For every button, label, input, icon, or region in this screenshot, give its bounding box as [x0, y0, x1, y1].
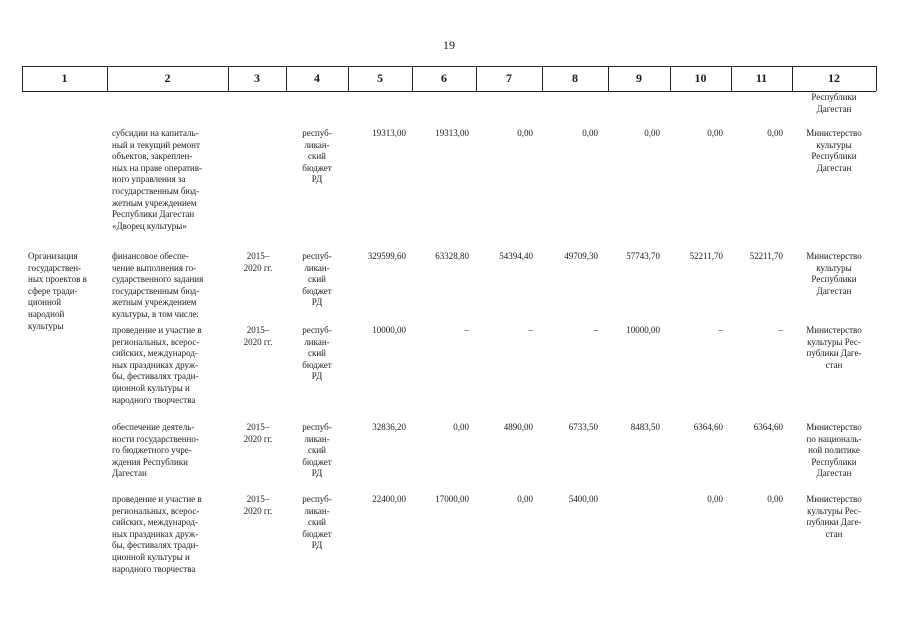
header-column-divider: [876, 66, 877, 91]
table-cell-col5: 10000,00: [372, 325, 406, 335]
page-number: 19: [443, 38, 455, 52]
table-cell-col11: –: [778, 325, 783, 335]
header-cell: 9: [636, 71, 642, 85]
table-cell-col3: 2015– 2020 гг.: [243, 422, 273, 444]
header-bottom-rule: [22, 91, 876, 92]
table-cell-col6: 0,00: [453, 422, 469, 432]
table-cell-col11: 0,00: [767, 494, 783, 504]
table-cell-col12: Министерство культуры Рес- публики Даге- стан: [806, 494, 862, 539]
table-cell-col4: респуб- ликан- ский бюджет РД: [302, 422, 332, 479]
table-cell-col12: Министерство культуры Рес- публики Даге- стан: [806, 325, 862, 370]
table-cell-col5: 22400,00: [372, 494, 406, 504]
table-cell-col4: респуб- ликан- ский бюджет РД: [302, 251, 332, 308]
header-cell: 11: [755, 71, 768, 85]
table-cell-col9: 10000,00: [626, 325, 660, 335]
header-cell: 6: [441, 71, 447, 85]
carry-over-col12: Республики Дагестан: [811, 92, 857, 114]
table-cell-col8: 49709,30: [564, 251, 598, 261]
table-cell-col8: 0,00: [582, 128, 598, 138]
header-cell: 1: [61, 71, 68, 85]
table-cell-col12: Министерство культуры Республики Дагестан: [806, 128, 862, 173]
table-cell-col7: –: [528, 325, 533, 335]
table-cell-col2: проведение и участие в региональных, всерос- сийских, международ- ных праздниках друж- бы, фестивалях тради- ционной культуры и народного творчества: [112, 325, 202, 405]
header-cell: 2: [164, 71, 171, 85]
table-cell-col4: респуб- ликан- ский бюджет РД: [302, 325, 332, 382]
table-cell-col2: проведение и участие в региональных, всерос- сийских, международ- ных праздниках друж- бы, фестивалях тради- ционной культуры и народного творчества: [112, 494, 202, 574]
table-cell-col3: 2015– 2020 гг.: [243, 251, 273, 273]
table-cell-col10: 0,00: [707, 128, 723, 138]
table-cell-col10: 6364,60: [693, 422, 723, 432]
table-cell-col7: 54394,40: [499, 251, 533, 261]
table-cell-col6: –: [464, 325, 469, 335]
table-cell-col4: респуб- ликан- ский бюджет РД: [302, 494, 332, 551]
table-cell-col10: 0,00: [707, 494, 723, 504]
table-cell-col6: 63328,80: [435, 251, 469, 261]
header-cell: 3: [254, 71, 260, 85]
table-cell-col12: Министерство культуры Республики Дагестан: [806, 251, 862, 296]
table-cell-col9: 57743,70: [626, 251, 660, 261]
table-cell-col2: субсидии на капиталь- ный и текущий ремонт объектов, закреплен- ных на праве оператив- ного управления за государственным бюд- жетным учреждением Республики Дагестан «Дворец культуры»: [112, 128, 202, 231]
table-cell-col2: обеспечение деятель- ности государственно- го бюджетного учре- ждения Республики Дагестан: [112, 422, 199, 479]
table-cell-col3: 2015– 2020 гг.: [243, 325, 273, 347]
table-cell-col5: 32836,20: [372, 422, 406, 432]
table-cell-col7: 0,00: [517, 128, 533, 138]
table-cell-col7: 0,00: [517, 494, 533, 504]
header-cell: 10: [694, 71, 707, 85]
table-cell-col10: –: [718, 325, 723, 335]
table-cell-col9: 8483,50: [630, 422, 660, 432]
table-cell-col10: 52211,70: [689, 251, 723, 261]
header-cell: 5: [377, 71, 383, 85]
table-cell-col8: –: [593, 325, 598, 335]
table-cell-col12: Министерство по националь- ной политике Республики Дагестан: [806, 422, 862, 479]
table-cell-col11: 0,00: [767, 128, 783, 138]
header-cell: 4: [314, 71, 320, 85]
table-cell-col8: 6733,50: [568, 422, 598, 432]
header-cell: 12: [828, 71, 840, 85]
table-cell-col7: 4890,00: [503, 422, 533, 432]
table-cell-col5: 329599,60: [367, 251, 406, 261]
header-cell: 8: [572, 71, 578, 85]
table-cell-col9: 0,00: [644, 128, 660, 138]
table-cell-col11: 52211,70: [749, 251, 783, 261]
header-top-rule: [22, 66, 876, 67]
table-cell-col11: 6364,60: [753, 422, 783, 432]
table-cell-col4: респуб- ликан- ский бюджет РД: [302, 128, 332, 185]
table-cell-col6: 19313,00: [435, 128, 469, 138]
table-cell-col5: 19313,00: [372, 128, 406, 138]
table-cell-col1: Организация государствен- ных проектов в сфере тради- ционной народной культуры: [28, 251, 87, 331]
header-cell: 7: [506, 71, 512, 85]
table-cell-col6: 17000,00: [435, 494, 469, 504]
table-cell-col2: финансовое обеспе- чение выполнения го- сударственного задания государственным бюд- жетным учреждением культуры, в том числе:: [112, 251, 204, 319]
table-cell-col8: 5400,00: [568, 494, 598, 504]
table-cell-col3: 2015– 2020 гг.: [243, 494, 273, 516]
